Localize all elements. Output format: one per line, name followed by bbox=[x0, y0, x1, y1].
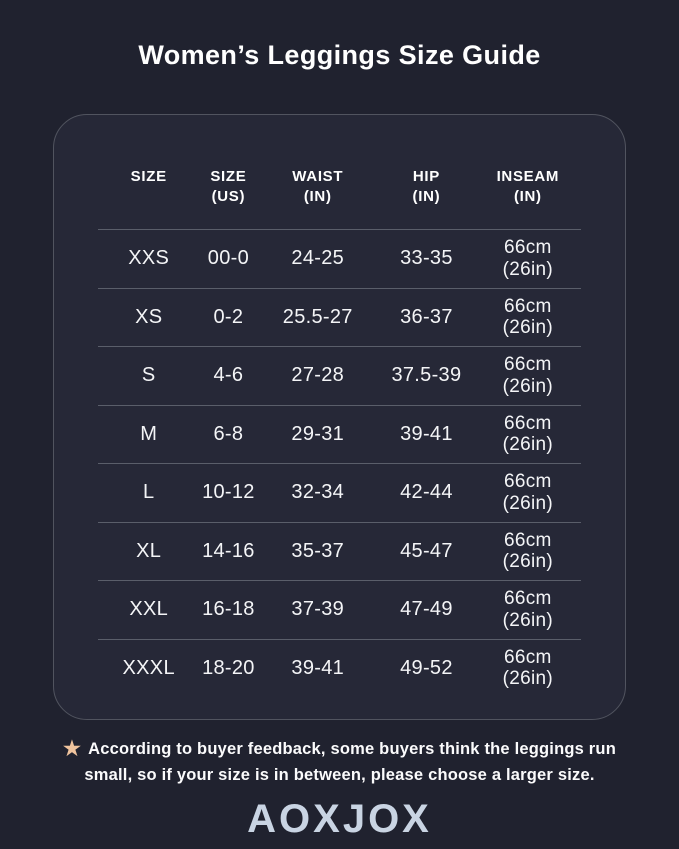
header-hip-line1: HIP bbox=[412, 168, 440, 185]
header-size-us-line1: SIZE bbox=[210, 168, 247, 185]
header-waist-line2: (IN) bbox=[303, 188, 332, 206]
cell-size-us: 18-20 bbox=[202, 656, 255, 679]
cell-inseam-cm: 66cm bbox=[504, 471, 552, 493]
cell-inseam bbox=[475, 237, 581, 280]
table-row bbox=[98, 463, 581, 522]
cell-hip: 33-35 bbox=[400, 247, 453, 270]
cell-inseam-in: (26in) bbox=[502, 551, 554, 573]
cell-size-us: 6-8 bbox=[213, 422, 244, 445]
cell-hip: 49-52 bbox=[400, 656, 453, 679]
cell-inseam bbox=[475, 296, 581, 339]
cell-inseam-cm: 66cm bbox=[504, 529, 552, 551]
cell-hip: 36-37 bbox=[400, 305, 453, 328]
cell-inseam-in: (26in) bbox=[502, 317, 554, 339]
cell-waist: 29-31 bbox=[291, 422, 345, 445]
cell-inseam-cm: 66cm bbox=[504, 588, 552, 610]
cell-inseam-in: (26in) bbox=[502, 258, 554, 280]
cell-size: XXS bbox=[128, 247, 170, 270]
cell-size: XXL bbox=[129, 598, 169, 621]
cell-waist: 39-41 bbox=[291, 656, 345, 679]
cell-size-us: 14-16 bbox=[202, 539, 255, 562]
cell-waist: 25.5-27 bbox=[282, 305, 353, 328]
cell-size: XXXL bbox=[122, 656, 175, 679]
size-chart-panel bbox=[53, 114, 626, 720]
table-row bbox=[98, 288, 581, 347]
cell-size: S bbox=[141, 364, 156, 387]
cell-inseam-in: (26in) bbox=[502, 434, 554, 456]
note-line-1 bbox=[0, 735, 679, 764]
page-title: Women’s Leggings Size Guide bbox=[138, 40, 541, 70]
header-inseam-line2: (IN) bbox=[513, 188, 542, 206]
cell-waist: 37-39 bbox=[291, 598, 345, 621]
cell-size: L bbox=[142, 481, 155, 504]
header-inseam bbox=[475, 167, 581, 208]
cell-inseam-in: (26in) bbox=[502, 492, 554, 514]
cell-inseam bbox=[475, 588, 581, 631]
cell-hip: 39-41 bbox=[400, 422, 453, 445]
header-hip-line2: (IN) bbox=[412, 188, 441, 206]
cell-size: M bbox=[140, 422, 158, 445]
table-row bbox=[98, 229, 581, 288]
cell-size-us: 10-12 bbox=[202, 481, 255, 504]
cell-inseam bbox=[475, 354, 581, 397]
cell-hip: 37.5-39 bbox=[391, 364, 462, 387]
note bbox=[0, 735, 679, 788]
table-body bbox=[98, 229, 581, 719]
note-text-line1: According to buyer feedback, some buyers think the leggings run bbox=[88, 740, 616, 758]
header-size-us-line2: (US) bbox=[211, 188, 246, 206]
cell-inseam bbox=[475, 647, 581, 690]
star-icon: ★ bbox=[62, 738, 82, 760]
header-hip bbox=[378, 167, 475, 208]
brand-logo: AOXJOX bbox=[247, 796, 432, 841]
cell-inseam bbox=[475, 471, 581, 514]
table-row bbox=[98, 522, 581, 581]
cell-waist: 35-37 bbox=[291, 539, 345, 562]
cell-inseam-in: (26in) bbox=[502, 668, 554, 690]
cell-inseam-cm: 66cm bbox=[504, 354, 552, 376]
cell-size-us: 00-0 bbox=[207, 247, 250, 270]
cell-hip: 42-44 bbox=[400, 481, 453, 504]
cell-hip: 47-49 bbox=[400, 598, 453, 621]
cell-waist: 32-34 bbox=[291, 481, 345, 504]
cell-inseam-cm: 66cm bbox=[504, 237, 552, 259]
cell-waist: 24-25 bbox=[291, 247, 345, 270]
cell-size: XL bbox=[136, 539, 162, 562]
header-size bbox=[98, 167, 199, 187]
header-size-us bbox=[199, 167, 257, 208]
cell-inseam-cm: 66cm bbox=[504, 295, 552, 317]
cell-inseam-in: (26in) bbox=[502, 375, 554, 397]
cell-size-us: 0-2 bbox=[213, 305, 244, 328]
cell-waist: 27-28 bbox=[291, 364, 345, 387]
cell-inseam-cm: 66cm bbox=[504, 646, 552, 668]
header-waist-line1: WAIST bbox=[292, 168, 344, 185]
cell-size-us: 4-6 bbox=[213, 364, 244, 387]
cell-hip: 45-47 bbox=[400, 539, 453, 562]
table-row bbox=[98, 346, 581, 405]
cell-inseam-in: (26in) bbox=[502, 609, 554, 631]
cell-inseam-cm: 66cm bbox=[504, 412, 552, 434]
header-inseam-line1: INSEAM bbox=[496, 168, 560, 185]
table-row bbox=[98, 580, 581, 639]
header-size-line1: SIZE bbox=[130, 168, 167, 185]
table-header-row bbox=[98, 115, 581, 229]
note-text-line2: small, so if your size is in between, please choose a larger size. bbox=[84, 766, 595, 784]
table-row bbox=[98, 639, 581, 698]
table-row bbox=[98, 405, 581, 464]
cell-inseam bbox=[475, 530, 581, 573]
header-waist bbox=[257, 167, 378, 208]
cell-size: XS bbox=[135, 305, 163, 328]
cell-inseam bbox=[475, 413, 581, 456]
cell-size-us: 16-18 bbox=[202, 598, 255, 621]
